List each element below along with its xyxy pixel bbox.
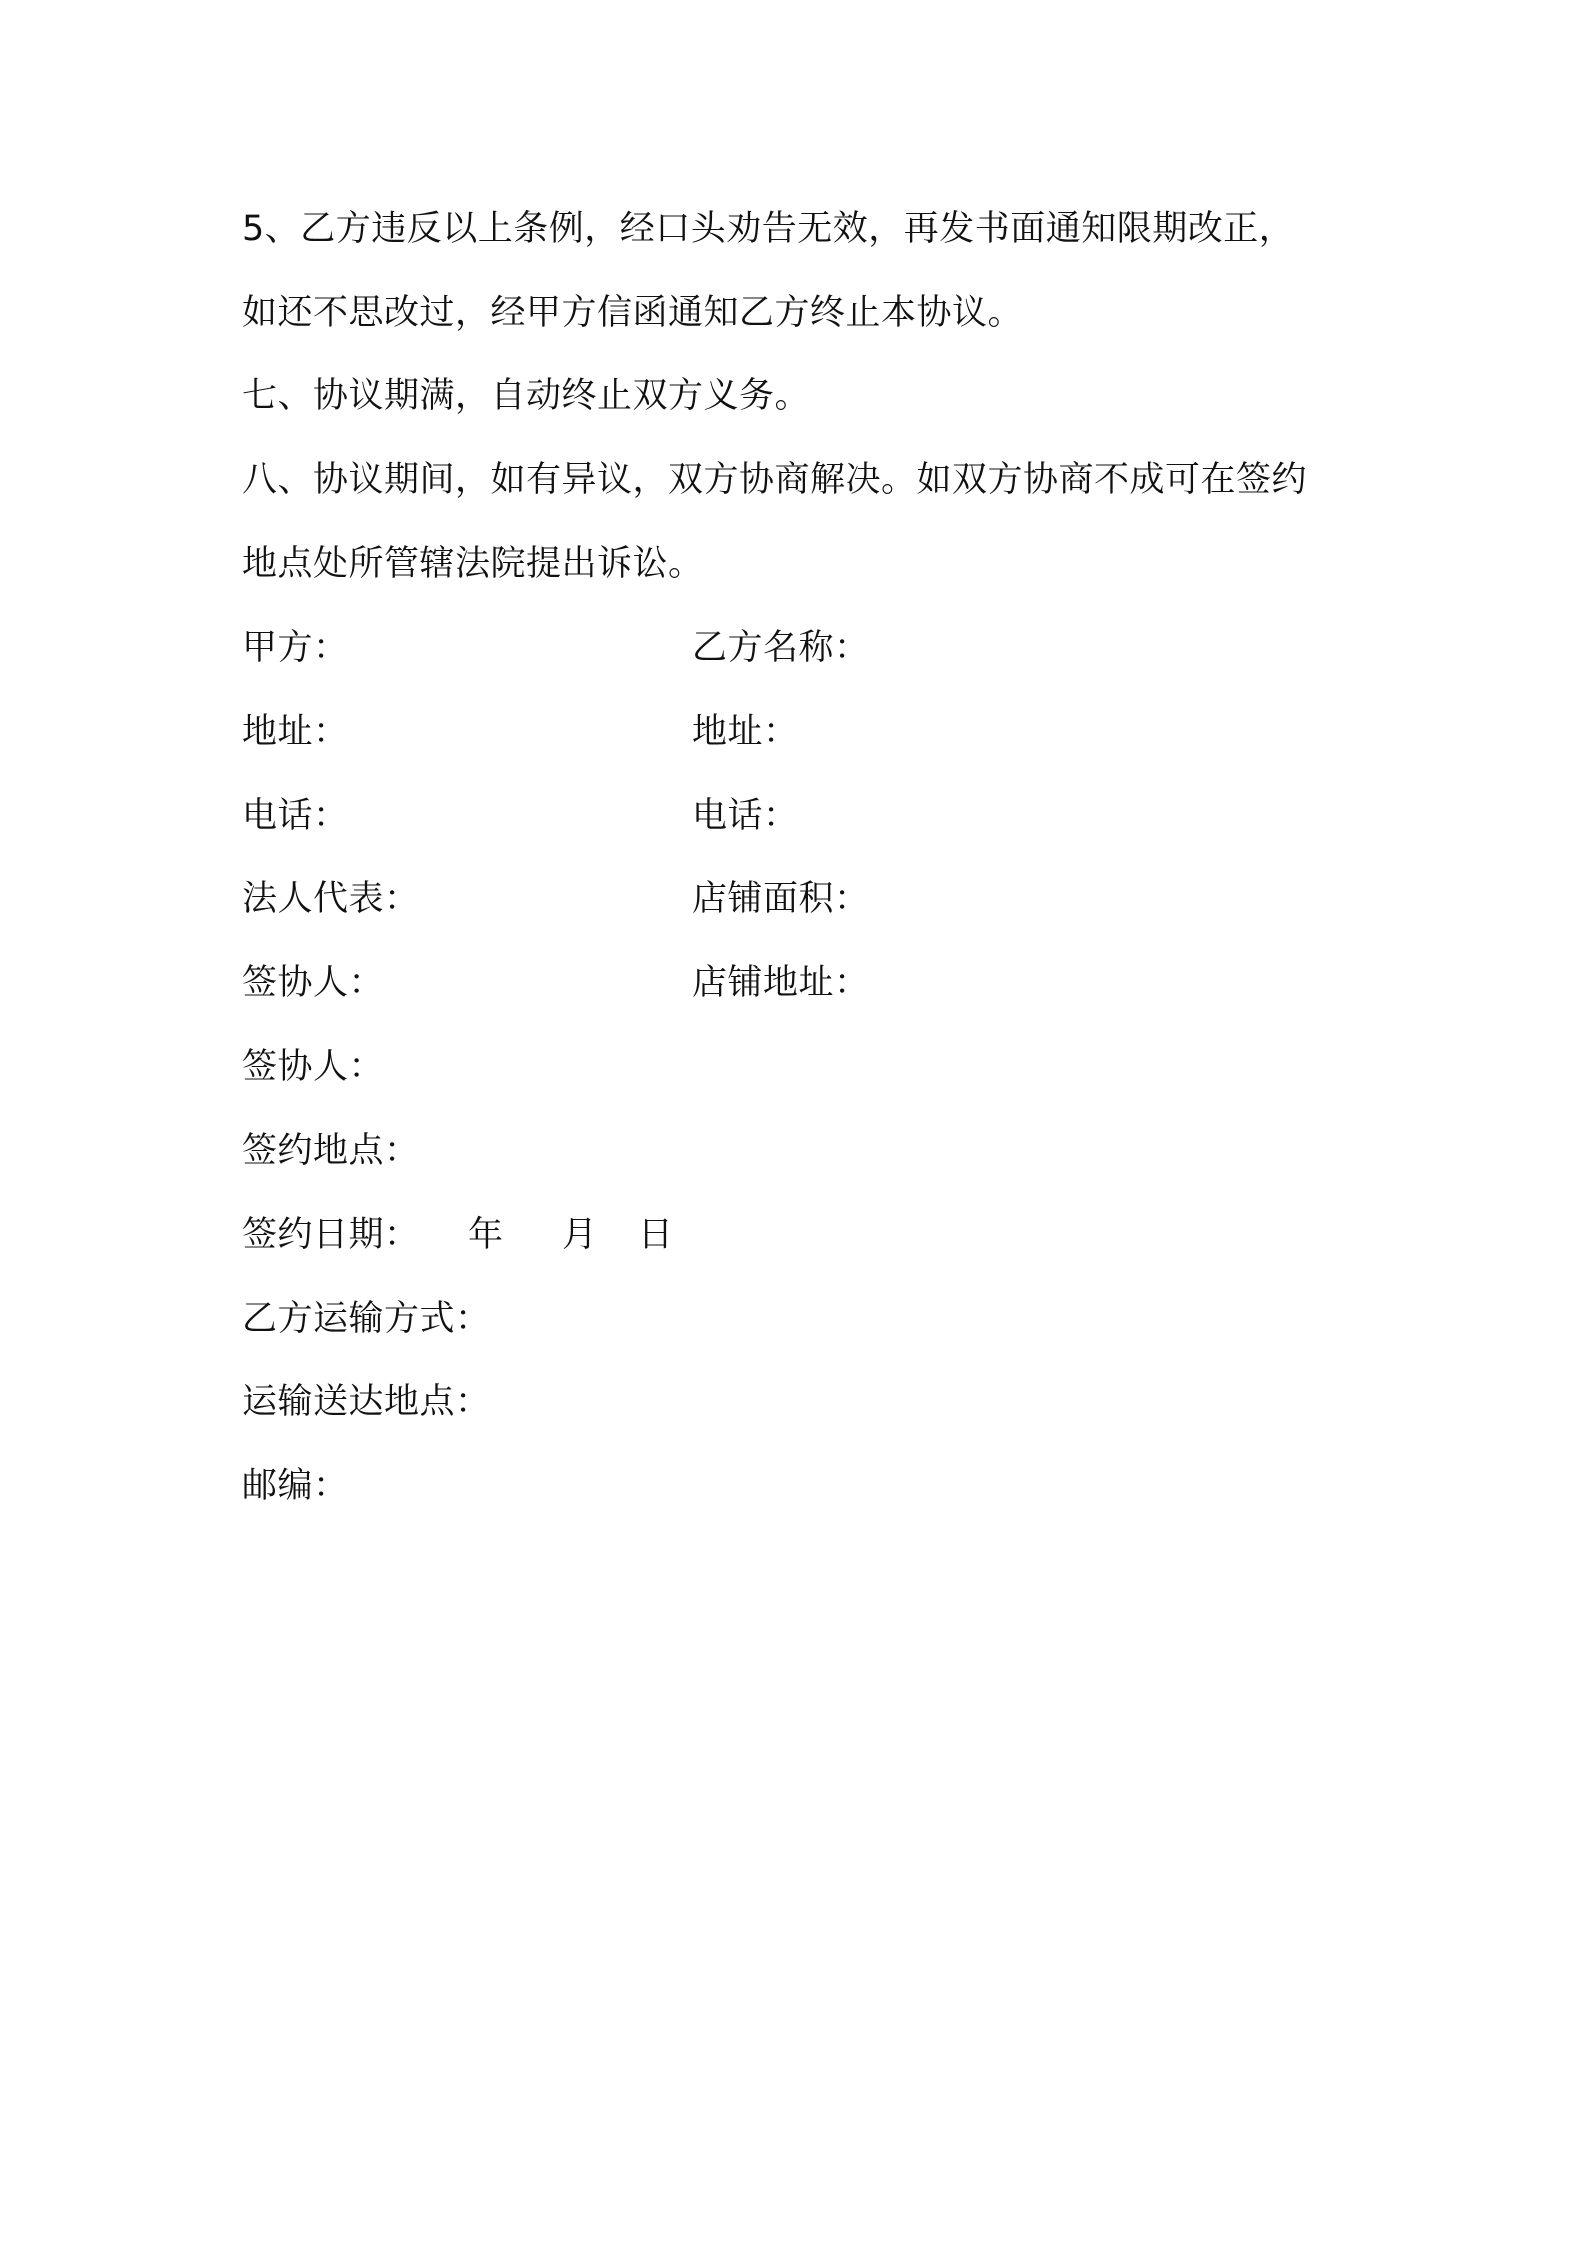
clause-5-line-2: 如还不思改过，经甲方信函通知乙方终止本协议。 xyxy=(242,293,1024,333)
legal-representative-label: 法人代表： xyxy=(242,879,420,919)
clause-7: 七、协议期满，自动终止双方义务。 xyxy=(242,376,811,416)
date-year-label: 年 xyxy=(468,1215,504,1255)
signing-place-label: 签约地点： xyxy=(242,1131,420,1171)
signatory-label-1: 签协人： xyxy=(242,963,385,1003)
party-a-address-label: 地址： xyxy=(242,712,349,752)
date-month-label: 月 xyxy=(562,1215,598,1255)
store-address-label: 店铺地址： xyxy=(692,963,870,1003)
transport-method-label: 乙方运输方式： xyxy=(242,1299,491,1339)
delivery-location-label: 运输送达地点： xyxy=(242,1382,491,1422)
party-b-phone-label: 电话： xyxy=(692,796,799,836)
postal-code-label: 邮编： xyxy=(242,1466,349,1506)
signing-date-label: 签约日期： xyxy=(242,1215,420,1255)
party-a-phone-label: 电话： xyxy=(242,796,349,836)
clause-8-line-2: 地点处所管辖法院提出诉讼。 xyxy=(242,544,704,584)
clause-8-line-1: 八、协议期间，如有异议，双方协商解决。如双方协商不成可在签约 xyxy=(242,460,1308,500)
store-area-label: 店铺面积： xyxy=(692,879,870,919)
party-b-address-label: 地址： xyxy=(692,712,799,752)
party-b-name-label: 乙方名称： xyxy=(692,628,870,668)
date-day-label: 日 xyxy=(638,1215,674,1255)
clause-5-line-1: 5、乙方违反以上条例，经口头劝告无效，再发书面通知限期改正， xyxy=(242,209,1295,249)
signatory-label-2: 签协人： xyxy=(242,1047,385,1087)
party-a-label: 甲方： xyxy=(242,628,349,668)
